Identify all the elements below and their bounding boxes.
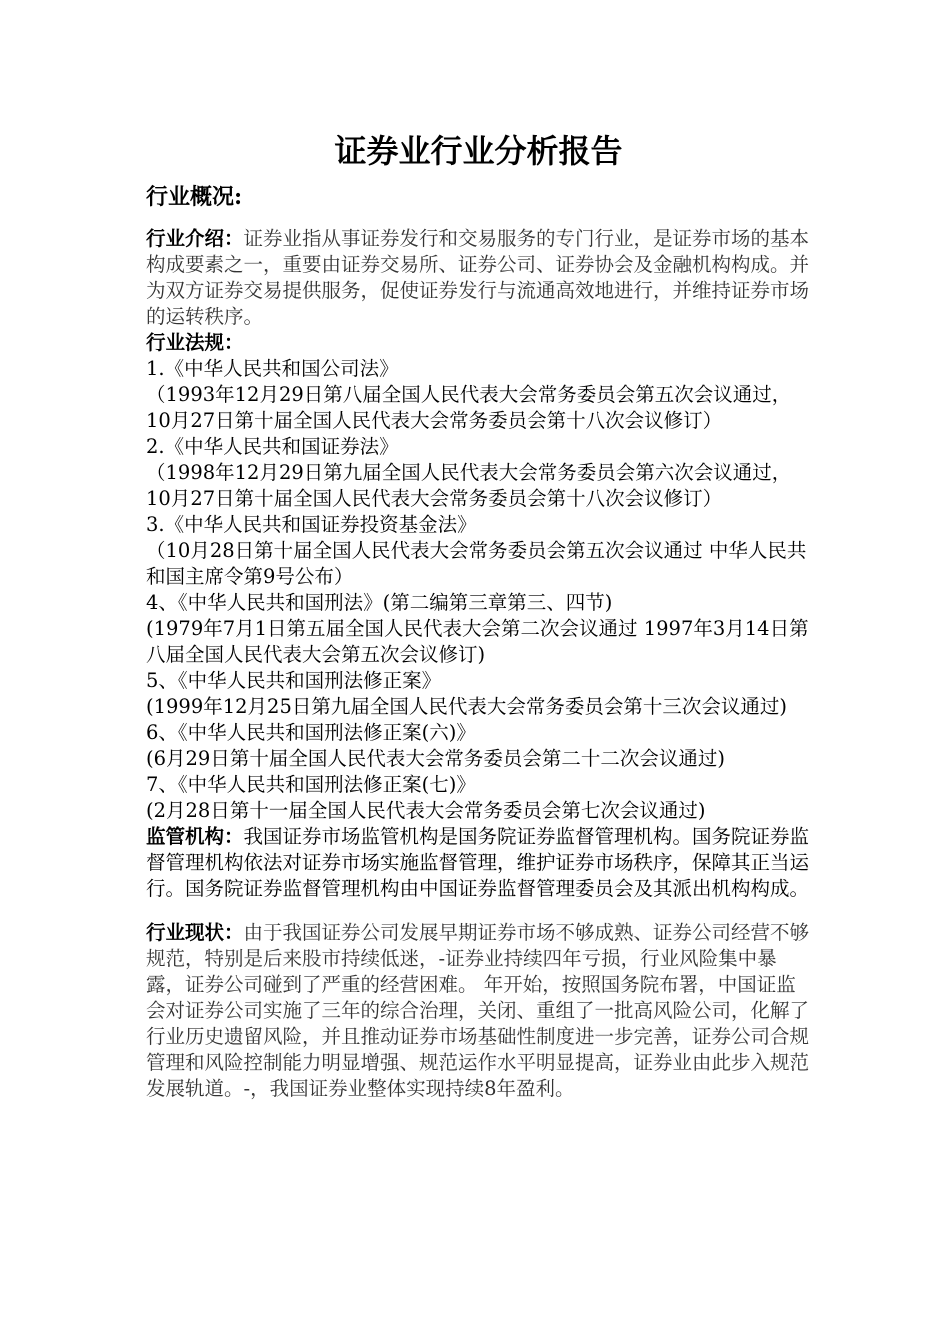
law-name: 7、《中华人民共和国刑法修正案(七)》 bbox=[146, 773, 476, 796]
law-name: 4、《中华人民共和国刑法》(第二编第三章第三、四节) bbox=[146, 591, 613, 614]
law-detail: （10月28日第十届全国人民代表大会常务委员会第五次会议通过 中华人民共和国主席令第9号公布） bbox=[146, 539, 807, 588]
spacer bbox=[146, 212, 811, 226]
intro-text: 证券业指从事证券发行和交易服务的专门行业，是证券市场的基本构成要素之一，重要由证券交易所、证券公司、证券协会及金融机构构成。并为双方证券交易提供服务，促使证券发行与流通高效地进行，并维持证券市场的运转秩序。 bbox=[146, 227, 810, 328]
law-name: 3.《中华人民共和国证券投资基金法》 bbox=[146, 513, 477, 536]
intro-paragraph bbox=[146, 226, 811, 330]
spacer bbox=[146, 902, 811, 920]
section-heading-overview: 行业概况: bbox=[146, 184, 243, 210]
status-label: 行业现状： bbox=[146, 921, 244, 944]
law-detail: (1999年12月25日第九届全国人民代表大会常务委员会第十三次会议通过) bbox=[146, 695, 787, 718]
law-detail: (6月29日第十届全国人民代表大会常务委员会第二十二次会议通过) bbox=[146, 747, 725, 770]
intro-label: 行业介绍： bbox=[146, 227, 244, 250]
regulator-paragraph bbox=[146, 824, 811, 902]
law-name: 1.《中华人民共和国公司法》 bbox=[146, 357, 399, 380]
law-detail: （1998年12月29日第九届全国人民代表大会常务委员会第六次会议通过，10月27日第十届全国人民代表大会常务委员会第十八次会议修订） bbox=[146, 461, 792, 510]
laws-label-text: 行业法规： bbox=[146, 331, 244, 354]
law-detail: （1993年12月29日第八届全国人民代表大会常务委员会第五次会议通过，10月27日第十届全国人民代表大会常务委员会第十八次会议修订） bbox=[146, 383, 792, 432]
law-name: 2.《中华人民共和国证券法》 bbox=[146, 435, 399, 458]
laws-list bbox=[146, 356, 811, 824]
law-detail: (2月28日第十一届全国人民代表大会常务委员会第七次会议通过) bbox=[146, 799, 706, 822]
regulator-label: 监管机构： bbox=[146, 825, 244, 848]
status-text: 由于我国证券公司发展早期证券市场不够成熟、证券公司经营不够规范，特别是后来股市持续低迷，-证券业持续四年亏损，行业风险集中暴露，证券公司碰到了严重的经营困难。 年开始，按照国务院布署，中国证监会对证券公司实施了三年的综合治理，关闭、重组了一批高风险公司，化解了行业历史遗留风险，并且推动证券市场基础性制度进一步完善，证券公司合规管理和风险控制能力明显增强、规范运作水平明显提高，证券业由此步入规范发展轨道。-，我国证券业整体实现持续8年盈利。 bbox=[146, 921, 810, 1100]
law-detail: (1979年7月1日第五届全国人民代表大会第二次会议通过 1997年3月14日第八届全国人民代表大会第五次会议修订) bbox=[146, 617, 809, 666]
status-paragraph bbox=[146, 920, 811, 1102]
law-name: 6、《中华人民共和国刑法修正案(六)》 bbox=[146, 721, 476, 744]
law-name: 5、《中华人民共和国刑法修正案》 bbox=[146, 669, 442, 692]
document-page bbox=[146, 128, 811, 1102]
regulator-text: 我国证券市场监管机构是国务院证券监督管理机构。国务院证券监督管理机构依法对证券市场实施监督管理，维护证券市场秩序，保障其正当运行。国务院证券监督管理机构由中国证券监督管理委员会及其派出机构构成。 bbox=[146, 825, 810, 900]
laws-label bbox=[146, 330, 811, 356]
document-title: 证券业行业分析报告 bbox=[334, 132, 623, 170]
